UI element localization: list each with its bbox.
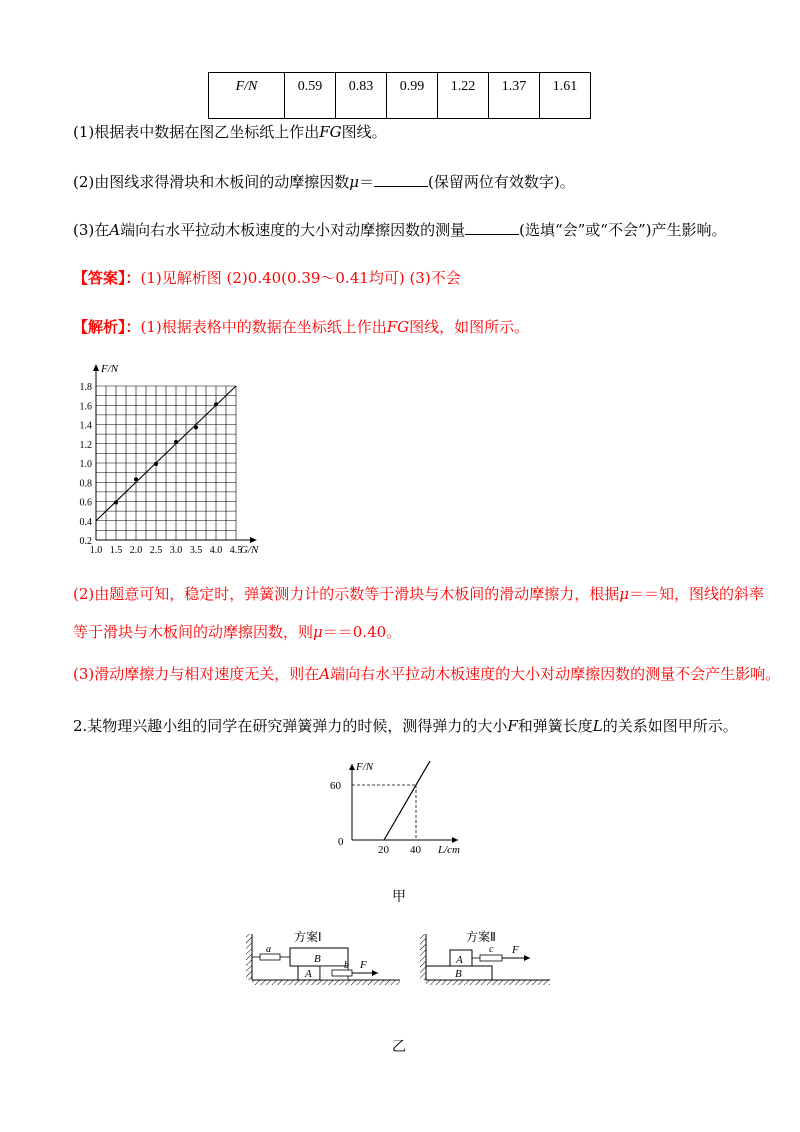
question-3: (3)在A端向右水平拉动木板速度的大小对动摩擦因数的测量 (选填“会”或“不会”)产生影响。 <box>73 221 727 239</box>
chart-x-tick-label: 3.5 <box>189 545 203 556</box>
label-b: b <box>344 960 349 971</box>
chart-y-tick-label: 0.8 <box>79 478 92 490</box>
chart-x-tick-label: 3.0 <box>169 545 183 556</box>
chart-ticks <box>80 382 243 556</box>
jia-x-tick: 20 <box>378 844 389 856</box>
jia-y-tick: 60 <box>330 780 341 792</box>
chart-x-tick-label: 2.0 <box>129 545 143 556</box>
scheme-2-title: 方案Ⅱ <box>466 930 496 944</box>
chart-data-point <box>214 402 218 406</box>
chart-y-tick-label: 0.6 <box>79 497 92 509</box>
fg-chart <box>66 358 286 558</box>
analysis-p2: (2)由题意可知，稳定时，弹簧测力计的示数等于滑块与木板间的滑动摩擦力，根据μ＝＝知，图线的斜率 <box>73 585 765 603</box>
analysis-p3: (3)滑动摩擦力与相对速度无关，则在A端向右水平拉动木板速度的大小对动摩擦因数的测量不会产生影响。 <box>73 665 781 683</box>
wall-hatch <box>420 934 426 980</box>
chart-data-point <box>114 500 118 504</box>
jia-y-label: F/N <box>356 761 374 773</box>
question-1: (1)根据表中数据在图乙坐标纸上作出FG图线。 <box>73 123 387 141</box>
label-c: c <box>489 944 494 955</box>
jia-origin: 0 <box>338 836 344 848</box>
chart-x-tick-label: 1.0 <box>89 545 103 556</box>
label-b-block: B <box>314 953 321 965</box>
figure-yi-caption: 乙 <box>392 1039 406 1055</box>
chart-x-label: G/N <box>240 544 259 556</box>
label-f: F <box>512 944 519 956</box>
table-cell: 0.83 <box>336 73 387 119</box>
chart-data-point <box>194 425 198 429</box>
label-a-block: A <box>456 954 463 966</box>
label-f: F <box>360 959 367 971</box>
answer-label: 【答案】： <box>73 269 141 287</box>
scheme-1-diagram <box>246 929 400 985</box>
jia-x-tick: 40 <box>410 844 421 856</box>
analysis-p1: 【解析】：(1)根据表格中的数据在坐标纸上作出FG图线，如图所示。 <box>73 318 530 336</box>
jia-x-label: L/cm <box>438 844 460 856</box>
table-row <box>209 73 591 119</box>
label-b-block: B <box>455 968 462 980</box>
chart-y-label: F/N <box>101 363 119 375</box>
problem-2: 2.某物理兴趣小组的同学在研究弹簧弹力的时候，测得弹力的大小F和弹簧长度L的关系如图甲所示。 <box>73 717 738 735</box>
chart-y-tick-label: 1.6 <box>79 401 92 413</box>
chart-grid <box>96 386 236 540</box>
chart-data-point <box>134 477 138 481</box>
chart-y-tick-label: 0.4 <box>79 516 92 528</box>
table-cell: 0.59 <box>285 73 336 119</box>
table-cell: 1.37 <box>489 73 540 119</box>
figure-jia <box>330 756 480 856</box>
chart-y-tick-label: 1.0 <box>79 459 92 470</box>
chart-x-tick-label: 1.5 <box>109 545 123 556</box>
chart-x-tick-label: 4.5 <box>229 545 243 556</box>
chart-data-point <box>174 440 178 444</box>
floor-hatch <box>426 980 550 985</box>
table-cell: 1.22 <box>438 73 489 119</box>
chart-y-tick-label: 0.2 <box>79 536 92 547</box>
force-length-line <box>384 761 430 840</box>
answer <box>73 268 461 288</box>
analysis-label: 【解析】： <box>73 318 141 336</box>
chart-y-tick-label: 1.4 <box>79 420 92 432</box>
figure-jia-caption: 甲 <box>392 889 406 905</box>
wall-hatch <box>246 934 252 980</box>
spring-c <box>480 955 502 961</box>
force-table <box>208 72 591 119</box>
scheme-2-diagram <box>420 929 550 985</box>
chart-y-tick-label: 1.8 <box>79 382 92 393</box>
floor-hatch <box>252 980 400 985</box>
chart-x-tick-label: 2.5 <box>149 545 163 556</box>
label-a-block: A <box>305 968 312 980</box>
table-cell: 0.99 <box>387 73 438 119</box>
chart-x-arrow <box>250 537 257 543</box>
chart-y-arrow <box>93 364 99 371</box>
chart-y-tick-label: 1.2 <box>79 439 92 451</box>
spring-b <box>332 970 352 976</box>
scheme-1-title: 方案Ⅰ <box>294 930 322 944</box>
answer-text: (1)见解析图 (2)0.40(0.39～0.41均可) (3)不会 <box>140 269 461 287</box>
table-header-cell: F/N <box>209 73 285 119</box>
question-2: (2)由图线求得滑块和木板间的动摩擦因数μ＝ (保留两位有效数字)。 <box>73 173 575 191</box>
table-cell: 1.61 <box>540 73 591 119</box>
chart-data-point <box>154 462 158 466</box>
figure-yi <box>240 926 570 990</box>
analysis-p2-line2: 等于滑块与木板间的动摩擦因数，则μ＝＝0.40。 <box>73 623 402 641</box>
label-a: a <box>266 944 271 955</box>
chart-x-tick-label: 4.0 <box>209 545 223 556</box>
